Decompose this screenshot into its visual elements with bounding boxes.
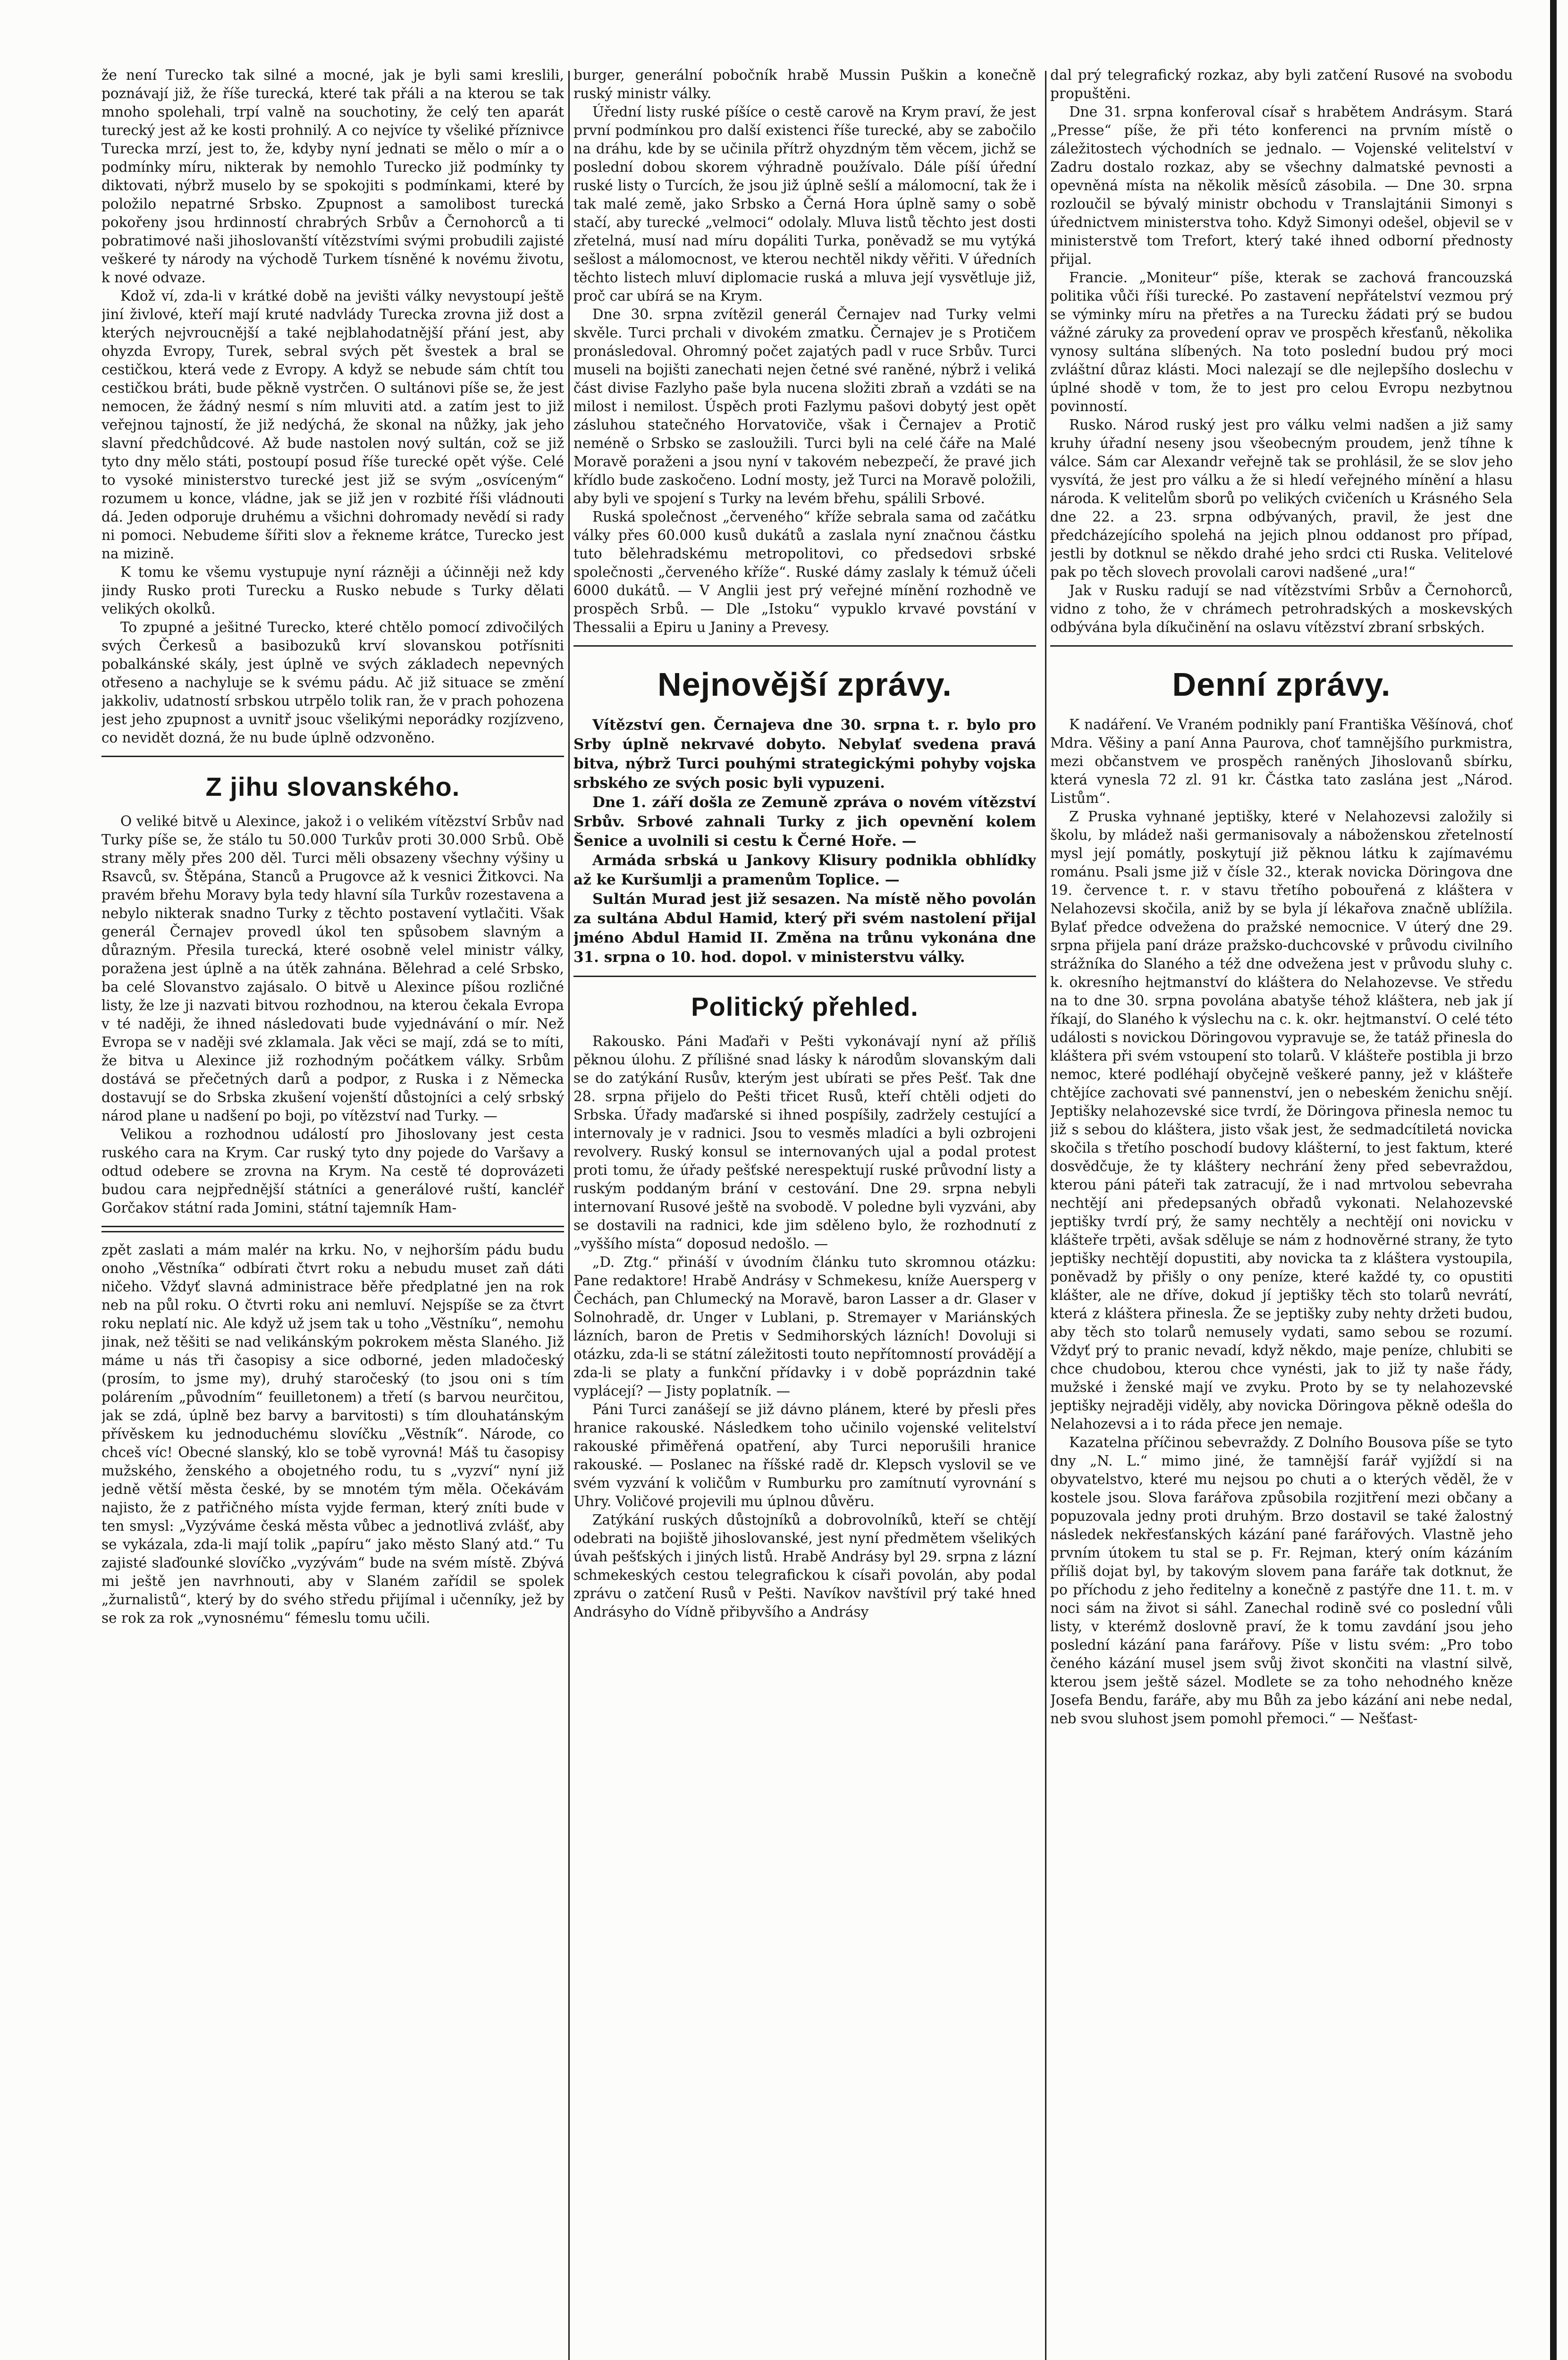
article-paragraph: Dne 31. srpna konferoval císař s hrabětem Andrásym. Stará „Presse“ píše, že při této konferenci na prvním místě o záležitostech východních se jednalo. — Vojenské velitelství v Zadru dostalo rozkaz, aby se všechny dalmatské pevnosti a opevněná místa na několik měsíců zásobila. — Dne 30. srpna rozloučil se bývalý ministr obchodu v Translajtánii Simonyi s úřednictvem ministerstva toho. Když Simonyi odešel, objevil se v ministerstvě tom Trefort, který také ihned odborní přednosty přijal. xyxy=(1050,104,1513,267)
column-rule xyxy=(1045,71,1046,2360)
article-paragraph: O veliké bitvě u Alexince, jakož i o velikém vítězství Srbův nad Turky píše se, že stálo tu 50.000 Turkův proti 30.000 Srbů. Obě strany měly přes 200 děl. Turci měli obsazeny všechny výšiny u Rsavců, sv. Štěpána, Stanců a Prugovce až k vesnici Žitkovci. Na pravém břehu Moravy byla tedy hlavní síla Turkův rozestavena a nebylo nikterak snadno Turky z těchto postavení vytlačiti. Však generál Černajev provedl úkol ten spůsobem slavným a důrazným. Přesila turecká, které osobně velel ministr války, poražena jest úplně a na útěk zahnána. Bělehrad a celé Srbsko, ba celé Slovanstvo zajásalo. O bitvě u Alexince píšou rozličné listy, že lze ji nazvati bitvou rozhodnou, na kterou čekala Evropa v té naději, že ihned následovati bude vyjednávání o mír. Než Evropa se v naději své zklamala. Jak věci se mají, zdá se to míti, že bitva u Alexince již rozhodným počátkem války. Srbům dostává se přečetných darů a podpor, z Ruska i z Německa dostavují se do Srbska zkušení vojenští důstojníci a celý srbský národ plane u nadšení po boji, po vítězství nad Turky. — xyxy=(101,813,564,1124)
article-paragraph: K tomu ke všemu vystupuje nyní rázněji a účinněji než kdy jindy Rusko proti Turecku a Rusko nebude s Turky dělati velikých okolků. xyxy=(101,564,564,617)
news-paragraph: Vítězství gen. Černajeva dne 30. srpna t. r. bylo pro Srby úplně nekrvavé dobyto. Nebylať svedena pravá bitva, nýbrž Turci pouhými strategickými pohyby vojska srbského ze svých posic byli vypuzeni. xyxy=(573,716,1036,792)
section-title-denni: Denní zprávy. xyxy=(1172,666,1391,703)
article-paragraph: Úřední listy ruské píšíce o cestě carově na Krym praví, že jest první podmínkou pro další existenci říše turecké, aby se zabočilo na dráhu, kde by se učinila přítrž ohyzdným těm věcem, jichž se poslední dobou skorem výhradně používalo. Dále píší úřední ruské listy o Turcích, že jsou již úplně sešlí a málomocní, tak že i tak malé země, jako Srbsko a Černá Hora úplně samy o sobě stačí, aby turecké „velmoci“ odolaly. Mluva listů těchto jest dosti zřetelná, musí nad míru dopáliti Turka, poněvadž se mu vytýká sešlost a málomocnost, ve kterou nechtěl nikdy věřiti. V úředních těchto listech mluví diplomacie ruská a mluva její vysvětluje již, proč car ubírá se na Krym. xyxy=(573,104,1036,304)
article-paragraph: burger, generální pobočník hrabě Mussin Puškin a konečně ruský ministr války. xyxy=(573,67,1036,101)
feuilleton-paragraph: zpět zaslati a mám malér na krku. No, v nejhorším pádu budu onoho „Věstníka“ odbírati čtvrt roku a nebudu muset zaň dáti ničeho. Vždyť slavná administrace běře předplatné jen na rok neb na půl roku. O čtvrti roku ani nemluví. Nejspíše se za čtvrt roku neplatí nic. Ale když už jsem tak u toho „Věstníku“, nemohu jinak, než těšiti se nad velikánským pokrokem města Slaného. Již máme u nás tři časopisy a sice odborné, jeden mladočeský (prosím, to jsme my), druhý staročeský (to jsou oni s tím polárením „původním“ feuilletonem) a třetí (s barvou neurčitou, jak se zdá, úplně bez barvy a barvitosti) s tím dlouhatánským přívěskem ku jednoduchému slovíčku „Věstník“. Národe, co chceš víc! Obecné slanský, klo se tobě vyrovná! Máš tu časopisy mužského, ženského a obojetného rodu, tu s „vyzví“ nyní již jedně větší města české, by se mnotém tým měla. Očekávám najisto, že z patřičného místa vyjde ferman, který zníti bude v ten smysl: „Vyzýváme česká města vůbec a jednotlivá zvlášť, aby se vykázala, zda-li mají tolik „papíru“ jako město Slaný atd.“ Tu zajisté slaďounké slovíčko „vyzývám“ bude na svém místě. Zbývá mi ještě jen navrhnouti, aby v Slaném zařídil se spolek „žurnalistů“, který by do svého středu přijímal i učenníky, jež by se rok za rok „vynosnému“ fémeslu tomu učili. xyxy=(101,1242,564,1626)
newspaper-page xyxy=(101,66,1522,2360)
section-divider xyxy=(101,756,564,757)
column-left xyxy=(101,66,564,2360)
article-paragraph: Ruská společnost „červeného“ kříže sebrala sama od začátku války přes 60.000 kusů dukátů a zaslala nyní značnou částku tuto bělehradskému metropolitovi, co předsedovi srbské společnosti „červeného kříže“. Ruské dámy zaslaly k témuž účeli 6000 dukátů. — V Anglii jest prý veřejné mínění rozhodně ve prospěch Srbů. — Dle „Istoku“ vypuklo krvavé povstání v Thessalii a Epiru u Janiny a Prevesy. xyxy=(573,509,1036,635)
article-paragraph: Páni Turci zanášejí se již dávno plánem, které by přesli přes hranice rakouské. Následkem toho učinilo vojenské velitelství rakouské přiměřená opatření, aby Turci neporušili hranice rakouské. — Poslanec na říšské radě dr. Klepsch vyslovil se ve svém vyzvání k voličům v Rumburku pro zamítnutí vyrovnání s Uhry. Voličové projevili mu úplnou důvěru. xyxy=(573,1401,1036,1509)
section-divider xyxy=(573,976,1036,977)
section-divider xyxy=(573,645,1036,647)
section-title-politicky: Politický přehled. xyxy=(691,992,919,1021)
article-paragraph: Francie. „Moniteur“ píše, kterak se zachová francouzská politika vůči říši turecké. Po zastavení nepřátelství vezmou prý se výminky míru na přetřes a na Turecku žádati prý se budou vážné záruky za provedení oprav ve prospěch křesťanů, několika vynosy sultána slíbených. Na toto poslední budou prý moci zvláštní důraz klásti. Moci nalezají se dle nejlepšího doslechu v úplné shodě v tom, že to jest pro celou Evropu nezbytnou povinností. xyxy=(1050,270,1513,414)
article-paragraph: Zatýkání ruských důstojníků a dobrovolníků, kteří se chtějí odebrati na bojiště jihoslovanské, jest nyní předmětem všelikých úvah pešťských i jiných listů. Hrabě Andrásy byl 29. srpna z lázní schmekeských cestou telegrafickou k císaři povolán, aby podal zprávu o zatčení Rusů v Pešti. Navíkov navštívil prý také hned Andrásyho do Vídně přibyvšího a Andrásy xyxy=(573,1512,1036,1620)
article-paragraph: Velikou a rozhodnou událostí pro Jihoslovany jest cesta ruského cara na Krym. Car ruský tyto dny pojede do Varšavy a odtud odebere se zrovna na Krym. Na cestě té doprovázeti budou cara nejpřednější státníci a generálové ruští, kancléř Gorčakov státní rada Jomini, státní tajemník Ham- xyxy=(101,1126,564,1216)
article-paragraph: To zpupné a ješitné Turecko, které chtělo pomocí zdivočilých svých Čerkesů a basibozuků krví slovanskou potřísniti pobalkánské skály, jest úplně ve svých základech nepevných otřeseno a nachyluje se k svému pádu. Ač již situace se změní jakkoliv, udatností srbskou utrpělo tolik ran, že v prach pohozena jest jeho zpupnost a uvnitř jsouc všelikými neporádky rozjízveno, co nevidět dozná, že nu bude úplně odzvoněno. xyxy=(101,619,564,746)
column-rule xyxy=(568,71,570,2360)
column-right xyxy=(1050,66,1513,2360)
article-paragraph: Rusko. Národ ruský jest pro válku velmi nadšen a již samy kruhy úřadní neseny jsou všeobecným proudem, jenž tíhne k válce. Sám car Alexandr veřejně tak se prohlásil, že se slov jeho vysvítá, že jest pro válku a že si hledí veřejného mínění a hlasu národa. K velitelům sborů po velikých cvičeních u Krásného Sela dne 22. a 23. srpna odbývaných, pravil, že jest dne předcházejícího spolehá na jejich plnou oddanost pro případ, jestli by dotknul se někdo drahé jeho srdci cti Ruska. Velitelové pak po těch slovech provolali carovi nadšené „ura!“ xyxy=(1050,417,1513,580)
article-paragraph: Z Pruska vyhnané jeptišky, které v Nelahozevsi založily si školu, by mládež naši germanisovaly a náboženskou zřetelností mysl její pomátly, poskytují již pěknou látku k zajímavému románu. Psali jsme již v čísle 32., kterak novicka Döringova dne 19. července t. r. v stavu třetího pobouřená z kláštera v Nelahozevsi skočila, aniž by se byla jí lékařova značně ublížila. Bylať předce odvežena do pražské nemocnice. V úterý dne 29. srpna přijela paní dráze pražsko-duchcovské v průvodu civilního strážníka do Slaného a též dne odvežena jest v průvodu sluhy c. k. okresního hejtmanství do kláštera do Nelahozevse. Ve středu na to dne 30. srpna povolána abatyše téhož kláštera, neb jak jí říkají, do Slaného k výslechu na c. k. okr. hejtmanství. O celé této události s novickou Döringovou vypravuje se, že tatáž přinesla do kláštera při svém vstoupení sto tolarů. V klášteře postibla ji brzo nemoc, které podléhají obyčejně veškeré panny, jež v klášteře chtějíce zachovati své pannenství, jen o nebeském ženichu snějí. Jeptišky nelahozevské sice tvrdí, že Döringova přinesla nemoc tu již s sebou do kláštera, jisto však jest, že sedmadcítiletá novicka skočila s třetího poschodí budovy klášterní, to jest faktum, které dosvědčuje, že ty kláštery nechrání ženy před sebevraždou, kterou páni páteři tak zatracují, že i nad mrtvolou sebevraha nechtějí ani předepsaných obřadů vykonati. Nelahozevské jeptišky tvrdí prý, že samy nechtěly a nechtějí oni novicku v klášteře trpěti, avšak sděluje se nám z hodnověrné strany, že tyto jeptišky nechtějí dopustiti, aby novicka ta z kláštera vystoupila, poněvadž by přišly o ony peníze, které každé ty, co opustiti klášter, ale ne dříve, dokud jí jeptišky těch sto tolarů nevrátí, která z kláštera přinesla. Že se jeptišky zuby nehty držeti budou, aby těch sto tolarů nemusely vydati, samo sebou se rozumí. Vždyť prý to pranic nevadí, když někdo, maje peníze, chlubiti se chce chudobou, kterou chce vynésti, jak to již ty naše řády, mužské i ženské mají ve zvyku. Proto by se ty nelahozevské jeptišky nejraději viděly, aby novicka Döringova pěkně odešla do Nelahozevsi a i to ráda přece jen nemaje. xyxy=(1050,809,1513,1432)
article-paragraph: „D. Ztg.“ přináší v úvodním článku tuto skromnou otázku: Pane redaktore! Hrabě Andrásy v Schmekesu, kníže Auersperg v Čechách, pan Chlumecký na Moravě, baron Lasser a dr. Glaser v Solnohradě, dr. Unger v Lublani, p. Stremayer v Mariánských lázních, baron de Pretis v Sedmihorských lázních! Dovoluji si otázku, zda-li se státní záležitosti touto nepřítomností provádějí a zda-li se platy a funkční přídavky i v době poprázdnin také vyplácejí? — Jisty poplatník. — xyxy=(573,1254,1036,1399)
section-title-z-jihu: Z jihu slovanského. xyxy=(205,772,460,801)
article-paragraph: Kazatelna příčinou sebevraždy. Z Dolního Bousova píše se tyto dny „N. L.“ mimo jiné, že tamnější farář vyjíždí si na obyvatelstvo, které mu nejsou po chuti a o kterých věděl, že v kostele jsou. Slova farářova způsobila rozjitření mezi občany a popuzovala jedny proti druhým. Brzo dostavil se také žalostný následek nekřesťanských kázání pané farářových. Vlastně jeho prvním útokem tu stal se p. Fr. Rejman, který oním kázáním příliš dojat byl, by takovým slovem pana faráře tak dotknut, že po příchodu z jeho ředitelny a konečně z pastýře dne 11. t. m. v noci sám na život si sáhl. Zanechal rodině své co poslední vůli listy, v kterémž doslovně praví, že k tomu zavdání jsou jeho poslední kázání pana farářovy. Píše v listu svém: „Pro tobo čeného kázání musel jsem svůj život skončiti na vlastní silvě, kterou jsem ještě sázel. Modlete se za toho nehodného kněze Josefa Bendu, faráře, aby mu Bůh za jebo kázání ani nebe nedal, neb svou sluhost jsem pomohl přemoci.“ — Nešťast- xyxy=(1050,1434,1513,1727)
article-paragraph: K nadáření. Ve Vraném podnikly paní Františka Věšínová, choť Mdra. Věšiny a paní Anna Paurova, choť tamnějšího purkmistra, mezi občanstvem ve prospěch raněných Jihoslovanů sbírku, která vynesla 72 zl. 91 kr. Částka tato zaslána jest „Národ. Listům“. xyxy=(1050,716,1513,806)
feuilleton-divider xyxy=(101,1226,564,1232)
article-paragraph: Dne 30. srpna zvítězil generál Černajev nad Turky velmi skvěle. Turci prchali v divokém zmatku. Černajev je s Protičem pronásledoval. Ohromný počet zajatých padl v ruce Srbův. Turci museli na bojišti zanechati nejen četné své raněné, nýbrž i veliká část divise Fazlyho paše byla nucena složiti zbraň a vzdáti se na milost i nemilost. Úspěch proti Fazlymu pašovi dobytý jest opět zásluhou statečného Horvatoviče, však i Černajev a Protič neméně o Srbsko se zasloužili. Turci byli na celé čáře na Malé Moravě poraženi a jsou nyní v takovém nebezpečí, že pravé jich křídlo bude zaskočeno. Lodní mosty, jež Turci na Moravě položili, aby byli ve spojení s Turky na levém břehu, spálili Srbové. xyxy=(573,306,1036,506)
article-paragraph: Jak v Rusku radují se nad vítězstvími Srbův a Černohorců, vidno z toho, že v chrámech petrohradských a moskevských odbývána byla díkučinění na oslavu vítězství zbraní srbských. xyxy=(1050,582,1513,635)
latest-news-block xyxy=(573,716,1036,967)
article-paragraph: dal prý telegrafický rozkaz, aby byli zatčení Rusové na svobodu propuštěni. xyxy=(1050,67,1513,101)
news-paragraph: Sultán Murad jest již sesazen. Na místě něho povolán za sultána Abdul Hamid, který při svém nastolení přijal jméno Abdul Hamid II. Změna na trůnu vykonána dne 31. srpna o 10. hod. dopol. v ministerstvu války. xyxy=(573,891,1036,966)
news-paragraph: Armáda srbská u Jankovy Klisury podnikla obhlídky až ke Kuršumlji a pramenům Toplice. — xyxy=(573,852,1036,888)
news-paragraph: Dne 1. září došla ze Zemuně zpráva o novém vítězství Srbův. Srbové zahnali Turky z jich opevnění kolem Šenice a uvolnili si cestu k Černé Hoře. — xyxy=(573,794,1036,850)
section-divider xyxy=(1050,645,1513,647)
column-middle xyxy=(573,66,1036,2360)
article-paragraph: že není Turecko tak silné a mocné, jak je byli sami kreslili, poznávají již, že říše turecká, které tak přáli a na kterou se tak mnoho spolehali, trpí valně na souchotiny, že celý ten aparát turecký jest až ke kosti prohnilý. A co nejvíce ty všeliké příznivce Turecka mrzí, jest to, že, kdyby nyní jednati se mělo o mír a o podmínky míru, nikterak by nemohlo Turecko již podmínky ty diktovati, nýbrž muselo by se spokojiti s podmínkami, které by položilo nepatrné Srbsko. Zpupnost a samolibost turecká pokořeny jsou hrdinností chrabrých Srbův a Černohorců a ti pobratimové naši jihoslovanští vítězstvími svými probudili zajisté veškeré ty národy na východě Turkem tísněné k novému životu, k nové odvaze. xyxy=(101,67,564,286)
article-paragraph: Kdož ví, zda-li v krátké době na jevišti války nevystoupí ještě jiní živlové, kteří mají kruté nadvlády Turecka zrovna již dost a kterých nejvroucnější a také nejblahodatnější přání jest, aby ohyzda Evropy, Turek, sebral svých pět švestek a bral se cestičkou, která vede z Evropy. A když se nebude sám chtít tou cestičkou bráti, bude pěkně vystrčen. O sultánovi píše se, že jest nemocen, že žádný nesmí s ním mluviti atd. a zatím jest to již veřejnou tajností, že již nedýchá, že skonal na nůžky, jak jeho slavní předchůdcové. Až bude nastolen nový sultán, což se již tyto dny mělo státi, postoupí posud říše turecké opět výše. Celé to vysoké ministerstvo turecké jest již se svým „osvíceným“ rozumem u konce, vládne, jak se již jen v rozbité říši vládnouti dá. Jeden odporuje druhému a všichni dohromady nevědí si rady ni pomoci. Nebudeme šířiti slov a řekneme krátce, Turecko jest na mizině. xyxy=(101,288,564,562)
article-paragraph: Rakousko. Páni Maďaři v Pešti vykonávají nyní až příliš pěknou úlohu. Z přílišné snad lásky k národům slovanským dali se do zatýkání Rusův, kterým jest ubírati se přes Pešť. Tak dne 28. srpna přijelo do Pešti třicet Rusů, kteří chtěli odjeti do Srbska. Úřady maďarské si ihned pospíšily, zadržely cestující a internovaly je v radnici. Jsou to vesměs mladíci a byli ozbrojeni revolvery. Ruský konsul se internovaných ujal a podal protest proti tomu, že úřady pešťské nerespektují ruské průvodní listy a ruským poddaným brání v cestování. Dne 29. srpna nebyli internovaní Rusové ještě na svobodě. V poledne byli vyzváni, aby se dostavili na radnici, kde jim sděleno bylo, že rozhodnutí z „vyššího místa“ doposud nedošlo. — xyxy=(573,1033,1036,1252)
section-title-nejnovejsi: Nejnovější zprávy. xyxy=(658,666,952,703)
scan-edge-border xyxy=(1550,0,1557,2360)
